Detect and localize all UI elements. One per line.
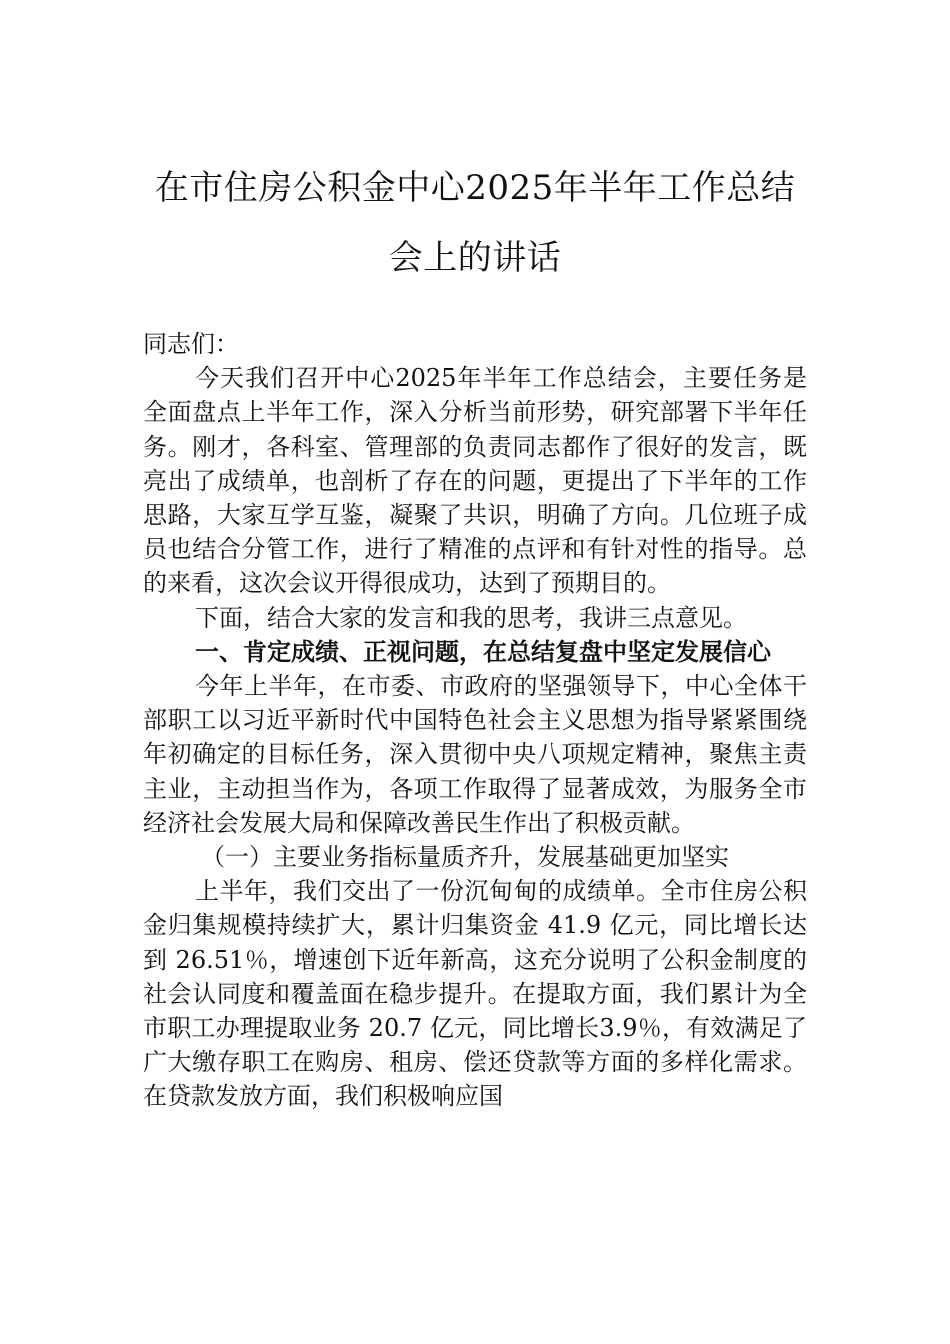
section-one-heading: 一、肯定成绩、正视问题，在总结复盘中坚定发展信心 xyxy=(195,636,771,666)
document-title-line-1: 在市住房公积金中心2025年半年工作总结 xyxy=(154,168,796,208)
outline-paragraph: 下面，结合大家的发言和我的思考，我讲三点意见。 xyxy=(195,603,747,632)
salutation: 同志们： xyxy=(143,330,239,358)
section-one-paragraph: 今年上半年，在市委、市政府的坚强领导下，中心全体干部职工以习近平新时代中国特色社会主义思想为指导紧紧围绕年初确定的目标任务，深入贯彻中央八项规定精神，聚焦主责主业，主动担当作为，各项工作取得了显著成效，为服务全市经济社会发展大局和保障改善民生作出了积极贡献。 xyxy=(143,672,807,837)
subsection-one-heading: （一）主要业务指标量质齐升，发展基础更加坚实 xyxy=(201,843,729,872)
document-body xyxy=(143,327,807,1114)
subsection-one-paragraph: 上半年，我们交出了一份沉甸甸的成绩单。全市住房公积金归集规模持续扩大，累计归集资金 41.9 亿元，同比增长达到 26.51％，增速创下近年新高，这充分说明了公积金制度的社会认同度和覆盖面在稳步提升。在提取方面，我们累计为全市职工办理提取业务 20.7 亿元，同比增长3.9％，有效满足了广大缴存职工在购房、租房、偿还贷款等方面的多样化需求。在贷款发放方面，我们积极响应国 xyxy=(143,877,807,1111)
intro-paragraph: 今天我们召开中心2025年半年工作总结会，主要任务是全面盘点上半年工作，深入分析当前形势，研究部署下半年任务。刚才，各科室、管理部的负责同志都作了很好的发言，既亮出了成绩单，也剖析了存在的问题，更提出了下半年的工作思路，大家互学互鉴，凝聚了共识，明确了方向。几位班子成员也结合分管工作，进行了精准的点评和有针对性的指导。总的来看，这次会议开得很成功，达到了预期目的。 xyxy=(143,364,807,598)
document-title-line-2: 会上的讲话 xyxy=(388,238,562,278)
